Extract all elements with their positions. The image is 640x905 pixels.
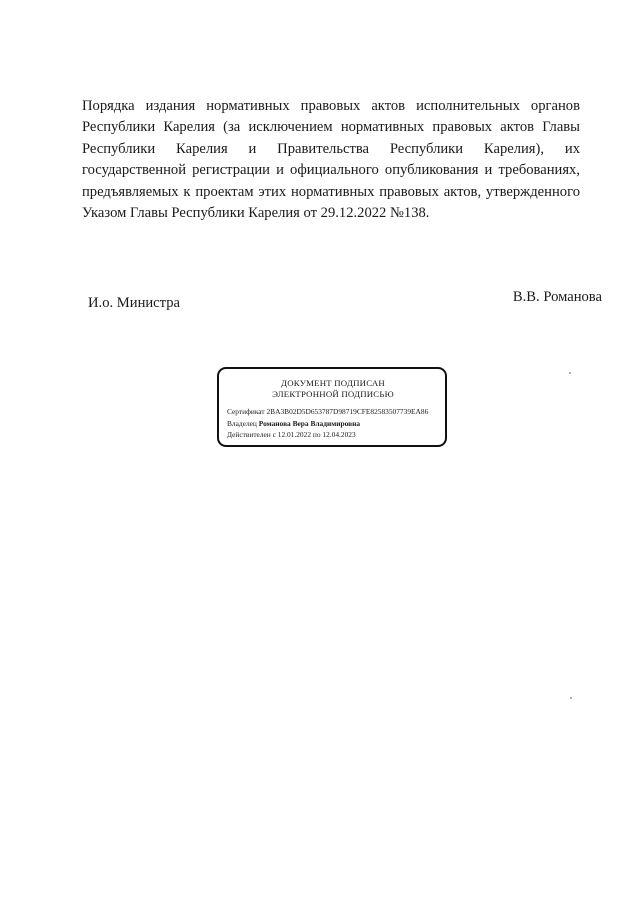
stamp-certificate-label: Сертификат [227,407,265,416]
stamp-title-line-1: ДОКУМЕНТ ПОДПИСАН [281,378,385,388]
stamp-owner-value: Романова Вера Владимировна [258,418,361,428]
scan-speck [569,372,571,374]
stamp-validity-line [227,429,439,441]
stamp-valid-label: Действителен с [227,430,276,439]
signatory-name: В.В. Романова [512,289,602,305]
signature-block [88,289,602,313]
stamp-owner-line [227,418,439,430]
scan-speck [570,697,572,699]
stamp-owner-label: Владелец [227,418,257,428]
stamp-certificate-value: 2BA3B02D5D653787D98719CFE82583507739EA86 [266,407,429,416]
stamp-valid-to: 12.04.2023 [322,430,356,439]
stamp-title-line-2: ЭЛЕКТРОННОЙ ПОДПИСЬЮ [272,389,394,399]
stamp-valid-from: 12.01.2022 [277,430,312,439]
signatory-role: И.о. Министра [88,295,180,311]
stamp-valid-to-label: по [312,430,321,439]
stamp-certificate-line [227,406,439,418]
body-paragraph: Порядка издания нормативных правовых актов исполнительных органов Республики Карелия (за исключением нормативных правовых актов Главы Республики Карелия и Правительства Республики Карелия), их государственной регистрации и официального опубликования и требованиях, предъявляемых к проектам этих нормативных правовых актов, утвержденного Указом Главы Республики Карелия от 29.12.2022 №138. [82,98,580,222]
electronic-signature-stamp [217,367,447,447]
